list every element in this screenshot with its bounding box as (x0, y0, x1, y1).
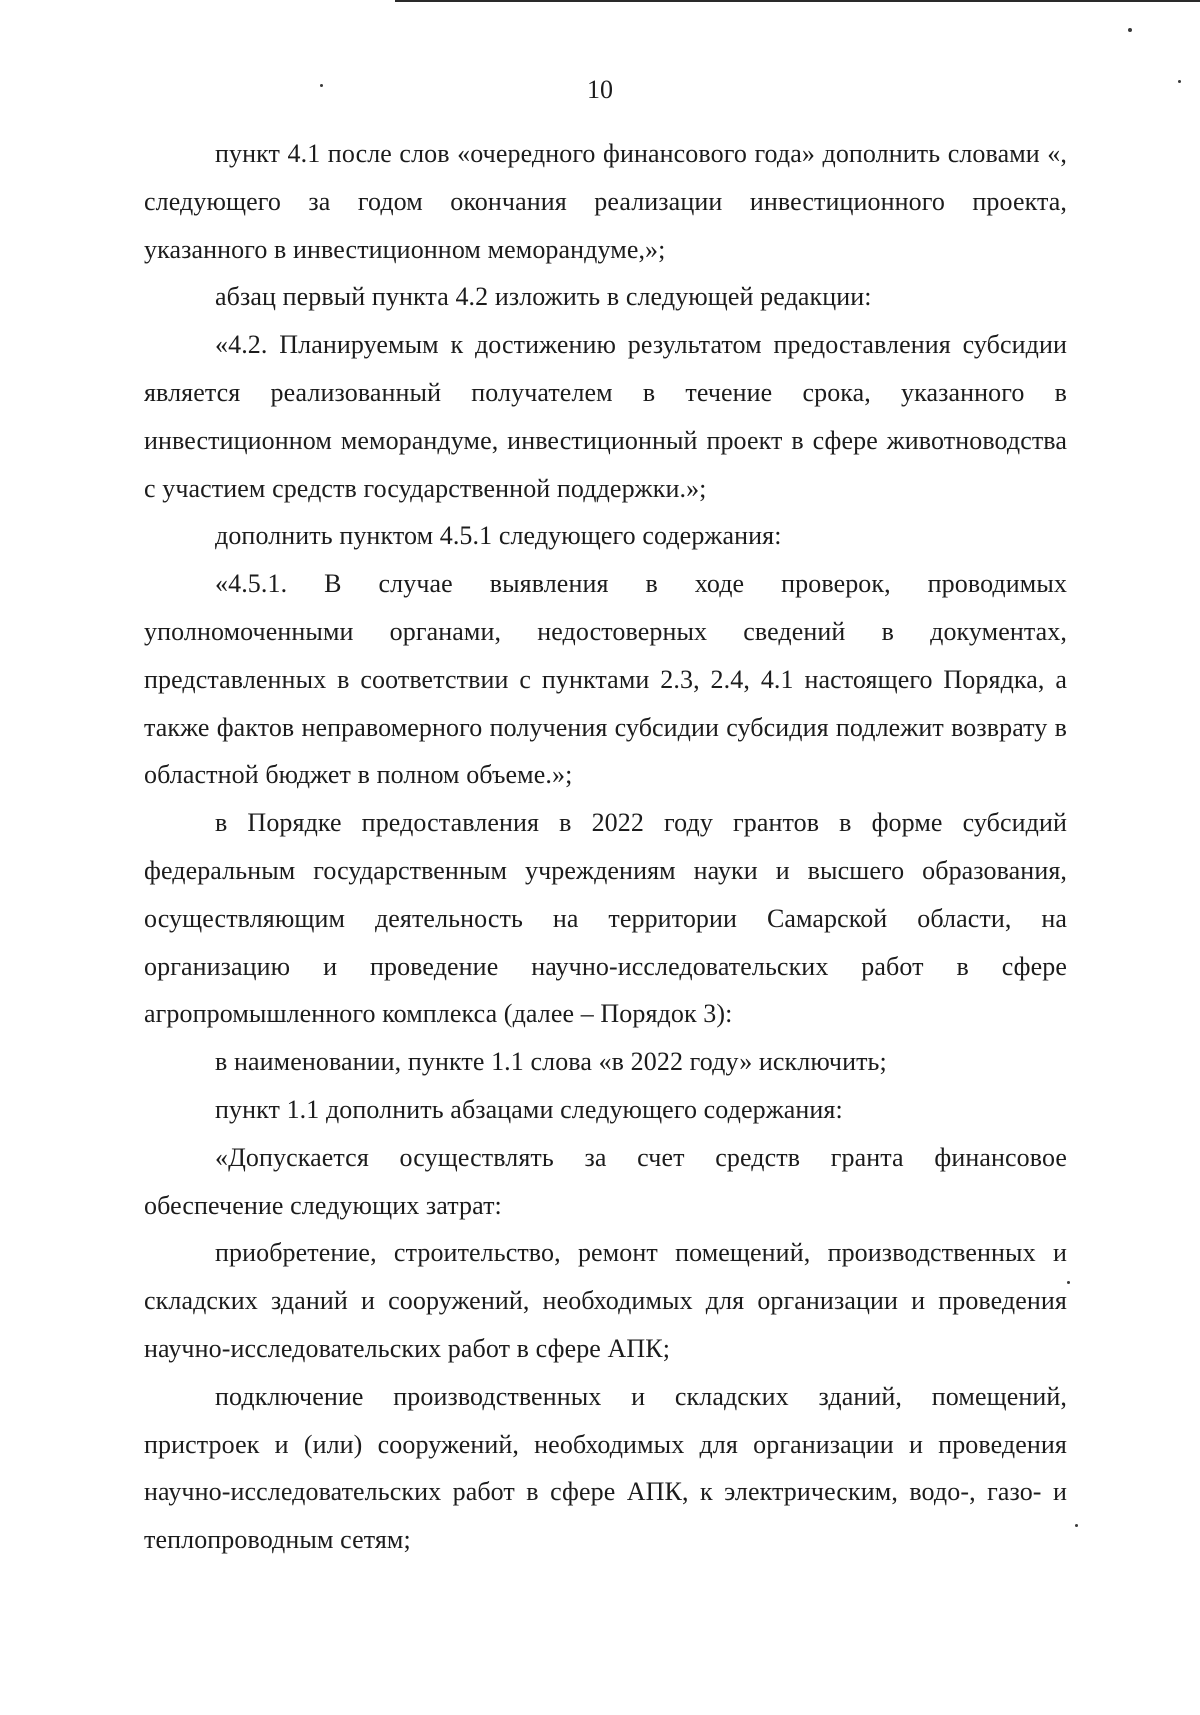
paragraph: дополнить пунктом 4.5.1 следующего содержания: (215, 521, 782, 551)
paragraph: «4.2. Планируемым к достижению результатом предоставления субсидии является реализованный получателем в течение срока, указанного в инвестиционном меморандуме, инвестиционный проект в сфере животноводства с участием средств государственной поддержки.»; (144, 330, 1067, 503)
paragraph: «4.5.1. В случае выявления в ходе проверок, проводимых уполномоченными органами, недостоверных сведений в документах, представленных в соответствии с пунктами 2.3, 2.4, 4.1 настоящего Порядка, а также фактов неправомерного получения субсидии субсидия подлежит возврату в областной бюджет в полном объеме.»; (144, 569, 1067, 790)
paragraph: в наименовании, пункте 1.1 слова «в 2022 году» исключить; (215, 1047, 887, 1077)
paragraph: пункт 4.1 после слов «очередного финансового года» дополнить словами «, следующего за годом окончания реализации инвестиционного проекта, указанного в инвестиционном меморандуме,»; (144, 139, 1067, 264)
paragraph: абзац первый пункта 4.2 изложить в следующей редакции: (215, 282, 872, 312)
paragraph: «Допускается осуществлять за счет средств гранта финансовое обеспечение следующих затрат: (144, 1142, 1067, 1220)
paragraph: подключение производственных и складских зданий, помещений, пристроек и (или) сооружений, необходимых для организации и проведения научно-исследовательских работ в сфере АПК, к электрическим, водо-, газо- и теплопроводным сетям; (144, 1381, 1067, 1555)
paragraph: приобретение, строительство, ремонт помещений, производственных и складских зданий и сооружений, необходимых для организации и проведения научно-исследовательских работ в сфере АПК; (144, 1238, 1067, 1363)
paragraph: пункт 1.1 дополнить абзацами следующего содержания: (215, 1094, 843, 1124)
scan-speck (1075, 1524, 1078, 1527)
scan-edge-line (395, 0, 1200, 2)
paragraph: в Порядке предоставления в 2022 году грантов в форме субсидий федеральным государственным учреждениям науки и высшего образования, осуществляющим деятельность на территории Самарской области, на организацию и проведение научно-исследовательских работ в сфере агропромышленного комплекса (далее – Порядок 3): (144, 808, 1067, 1029)
document-body (144, 130, 1067, 1564)
page-number: 10 (587, 75, 613, 104)
scan-speck (1128, 28, 1132, 32)
scan-speck (1067, 1281, 1070, 1284)
